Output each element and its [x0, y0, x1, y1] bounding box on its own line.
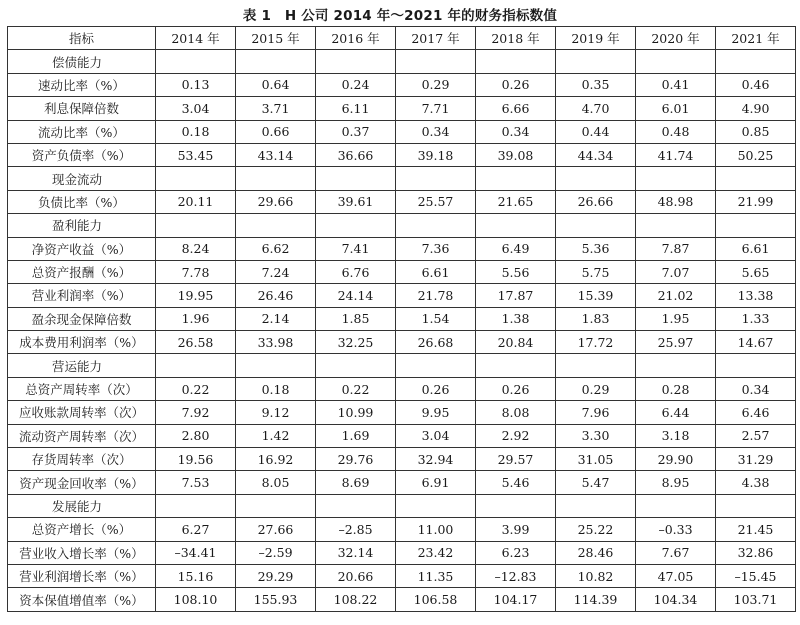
value-cell: 7.24	[236, 260, 316, 283]
value-cell: 53.45	[156, 143, 236, 166]
value-cell: 7.87	[636, 237, 716, 260]
value-cell: 8.05	[236, 471, 316, 494]
value-cell: 25.57	[396, 190, 476, 213]
section-row	[8, 354, 796, 377]
value-cell: 1.33	[716, 307, 796, 330]
value-cell: 39.61	[316, 190, 396, 213]
value-cell: 6.62	[236, 237, 316, 260]
empty-cell	[556, 214, 636, 237]
value-cell: 2.14	[236, 307, 316, 330]
value-cell: 44.34	[556, 143, 636, 166]
year-header: 2017 年	[396, 27, 476, 50]
value-cell: 0.48	[636, 120, 716, 143]
row-label: 营业利润增长率（%）	[8, 564, 156, 587]
value-cell: 108.22	[316, 588, 396, 611]
value-cell: 6.61	[716, 237, 796, 260]
empty-cell	[476, 214, 556, 237]
value-cell: 7.96	[556, 401, 636, 424]
value-cell: 32.94	[396, 448, 476, 471]
value-cell: 5.65	[716, 260, 796, 283]
value-cell: 29.90	[636, 448, 716, 471]
row-label: 营业利润率（%）	[8, 284, 156, 307]
value-cell: 8.08	[476, 401, 556, 424]
empty-cell	[236, 50, 316, 73]
empty-cell	[636, 167, 716, 190]
value-cell: 0.41	[636, 73, 716, 96]
empty-cell	[476, 354, 556, 377]
value-cell: 4.38	[716, 471, 796, 494]
value-cell: 6.46	[716, 401, 796, 424]
value-cell: 6.23	[476, 541, 556, 564]
value-cell: 0.34	[716, 377, 796, 400]
value-cell: 1.96	[156, 307, 236, 330]
value-cell: 6.49	[476, 237, 556, 260]
value-cell: 26.58	[156, 331, 236, 354]
value-cell: –15.45	[716, 564, 796, 587]
value-cell: 8.69	[316, 471, 396, 494]
value-cell: 2.57	[716, 424, 796, 447]
value-cell: 5.75	[556, 260, 636, 283]
value-cell: 19.95	[156, 284, 236, 307]
value-cell: 25.22	[556, 518, 636, 541]
value-cell: 3.18	[636, 424, 716, 447]
empty-cell	[396, 494, 476, 517]
empty-cell	[156, 354, 236, 377]
table-row	[8, 143, 796, 166]
section-row	[8, 167, 796, 190]
value-cell: 5.47	[556, 471, 636, 494]
table-row	[8, 284, 796, 307]
value-cell: 15.16	[156, 564, 236, 587]
value-cell: 108.10	[156, 588, 236, 611]
value-cell: 3.99	[476, 518, 556, 541]
empty-cell	[156, 50, 236, 73]
value-cell: 3.30	[556, 424, 636, 447]
table-row	[8, 237, 796, 260]
value-cell: 106.58	[396, 588, 476, 611]
empty-cell	[396, 354, 476, 377]
value-cell: 104.34	[636, 588, 716, 611]
section-title: 发展能力	[8, 494, 156, 517]
empty-cell	[396, 50, 476, 73]
value-cell: 21.65	[476, 190, 556, 213]
value-cell: 39.08	[476, 143, 556, 166]
value-cell: 17.87	[476, 284, 556, 307]
empty-cell	[476, 50, 556, 73]
table-row	[8, 518, 796, 541]
value-cell: 29.57	[476, 448, 556, 471]
value-cell: 0.46	[716, 73, 796, 96]
empty-cell	[556, 50, 636, 73]
value-cell: 6.61	[396, 260, 476, 283]
table-row	[8, 73, 796, 96]
value-cell: 6.27	[156, 518, 236, 541]
value-cell: 0.29	[396, 73, 476, 96]
table-row	[8, 541, 796, 564]
value-cell: 0.85	[716, 120, 796, 143]
value-cell: 1.69	[316, 424, 396, 447]
value-cell: 32.86	[716, 541, 796, 564]
value-cell: 31.29	[716, 448, 796, 471]
value-cell: 29.76	[316, 448, 396, 471]
value-cell: 2.80	[156, 424, 236, 447]
empty-cell	[316, 494, 396, 517]
value-cell: 19.56	[156, 448, 236, 471]
value-cell: 21.99	[716, 190, 796, 213]
value-cell: 17.72	[556, 331, 636, 354]
value-cell: 11.35	[396, 564, 476, 587]
row-label: 应收账款周转率（次）	[8, 401, 156, 424]
value-cell: 7.67	[636, 541, 716, 564]
row-label: 总资产周转率（次）	[8, 377, 156, 400]
row-label: 负债比率（%）	[8, 190, 156, 213]
value-cell: 14.67	[716, 331, 796, 354]
value-cell: 41.74	[636, 143, 716, 166]
value-cell: 0.22	[316, 377, 396, 400]
value-cell: 7.78	[156, 260, 236, 283]
value-cell: 32.14	[316, 541, 396, 564]
value-cell: 26.66	[556, 190, 636, 213]
value-cell: 0.64	[236, 73, 316, 96]
value-cell: 0.18	[156, 120, 236, 143]
value-cell: 1.83	[556, 307, 636, 330]
section-row	[8, 494, 796, 517]
value-cell: 8.95	[636, 471, 716, 494]
empty-cell	[716, 167, 796, 190]
table-caption: 表 1 H 公司 2014 年～2021 年的财务指标数值	[242, 8, 558, 24]
value-cell: 155.93	[236, 588, 316, 611]
value-cell: 47.05	[636, 564, 716, 587]
value-cell: 7.36	[396, 237, 476, 260]
empty-cell	[156, 167, 236, 190]
value-cell: 6.11	[316, 97, 396, 120]
value-cell: 1.42	[236, 424, 316, 447]
empty-cell	[716, 214, 796, 237]
empty-cell	[396, 167, 476, 190]
value-cell: 13.38	[716, 284, 796, 307]
year-header: 2014 年	[156, 27, 236, 50]
value-cell: 2.92	[476, 424, 556, 447]
table-row	[8, 260, 796, 283]
section-title: 盈利能力	[8, 214, 156, 237]
value-cell: 29.29	[236, 564, 316, 587]
value-cell: 25.97	[636, 331, 716, 354]
year-header: 2021 年	[716, 27, 796, 50]
table-row	[8, 564, 796, 587]
empty-cell	[556, 494, 636, 517]
value-cell: 0.34	[476, 120, 556, 143]
row-label: 流动比率（%）	[8, 120, 156, 143]
value-cell: 10.99	[316, 401, 396, 424]
value-cell: 6.76	[316, 260, 396, 283]
empty-cell	[636, 494, 716, 517]
empty-cell	[316, 214, 396, 237]
empty-cell	[636, 214, 716, 237]
value-cell: 39.18	[396, 143, 476, 166]
year-header: 2019 年	[556, 27, 636, 50]
value-cell: 0.22	[156, 377, 236, 400]
table-row	[8, 424, 796, 447]
year-header: 2016 年	[316, 27, 396, 50]
value-cell: 0.26	[396, 377, 476, 400]
empty-cell	[156, 494, 236, 517]
table-row	[8, 377, 796, 400]
value-cell: 5.56	[476, 260, 556, 283]
row-label: 资产现金回收率（%）	[8, 471, 156, 494]
value-cell: 1.85	[316, 307, 396, 330]
value-cell: –12.83	[476, 564, 556, 587]
value-cell: 8.24	[156, 237, 236, 260]
header-row	[8, 27, 796, 50]
table-row	[8, 97, 796, 120]
value-cell: 11.00	[396, 518, 476, 541]
value-cell: 33.98	[236, 331, 316, 354]
value-cell: 29.66	[236, 190, 316, 213]
table-body	[8, 50, 796, 611]
value-cell: 26.68	[396, 331, 476, 354]
value-cell: 1.95	[636, 307, 716, 330]
value-cell: 0.18	[236, 377, 316, 400]
table-row	[8, 401, 796, 424]
value-cell: 48.98	[636, 190, 716, 213]
value-cell: 0.37	[316, 120, 396, 143]
row-label: 资本保值增值率（%）	[8, 588, 156, 611]
empty-cell	[236, 167, 316, 190]
value-cell: 7.92	[156, 401, 236, 424]
value-cell: 10.82	[556, 564, 636, 587]
value-cell: 0.13	[156, 73, 236, 96]
empty-cell	[236, 354, 316, 377]
empty-cell	[636, 354, 716, 377]
value-cell: 9.12	[236, 401, 316, 424]
empty-cell	[316, 167, 396, 190]
value-cell: 1.38	[476, 307, 556, 330]
value-cell: 114.39	[556, 588, 636, 611]
value-cell: 0.66	[236, 120, 316, 143]
row-label: 存货周转率（次）	[8, 448, 156, 471]
value-cell: 0.35	[556, 73, 636, 96]
value-cell: 5.36	[556, 237, 636, 260]
row-label: 总资产报酬（%）	[8, 260, 156, 283]
row-label: 利息保障倍数	[8, 97, 156, 120]
table-row	[8, 331, 796, 354]
value-cell: 4.90	[716, 97, 796, 120]
value-cell: 0.24	[316, 73, 396, 96]
empty-cell	[316, 354, 396, 377]
section-row	[8, 50, 796, 73]
table-row	[8, 120, 796, 143]
section-title: 偿债能力	[8, 50, 156, 73]
value-cell: 3.04	[156, 97, 236, 120]
value-cell: 43.14	[236, 143, 316, 166]
value-cell: 16.92	[236, 448, 316, 471]
table-row	[8, 471, 796, 494]
row-label: 成本费用利润率（%）	[8, 331, 156, 354]
value-cell: 0.29	[556, 377, 636, 400]
year-header: 2015 年	[236, 27, 316, 50]
financial-indicators-table	[7, 26, 796, 612]
row-label: 营业收入增长率（%）	[8, 541, 156, 564]
value-cell: 6.91	[396, 471, 476, 494]
value-cell: 6.01	[636, 97, 716, 120]
row-label: 总资产增长（%）	[8, 518, 156, 541]
value-cell: 104.17	[476, 588, 556, 611]
value-cell: 0.26	[476, 377, 556, 400]
empty-cell	[316, 50, 396, 73]
value-cell: 7.71	[396, 97, 476, 120]
empty-cell	[236, 494, 316, 517]
value-cell: 0.28	[636, 377, 716, 400]
empty-cell	[556, 167, 636, 190]
value-cell: –34.41	[156, 541, 236, 564]
empty-cell	[636, 50, 716, 73]
table-row	[8, 307, 796, 330]
value-cell: 26.46	[236, 284, 316, 307]
empty-cell	[716, 50, 796, 73]
value-cell: 21.02	[636, 284, 716, 307]
empty-cell	[716, 494, 796, 517]
value-cell: 15.39	[556, 284, 636, 307]
value-cell: 3.71	[236, 97, 316, 120]
value-cell: 20.84	[476, 331, 556, 354]
table-row	[8, 448, 796, 471]
value-cell: 50.25	[716, 143, 796, 166]
row-label: 净资产收益（%）	[8, 237, 156, 260]
value-cell: –2.85	[316, 518, 396, 541]
value-cell: 0.44	[556, 120, 636, 143]
row-label: 盈余现金保障倍数	[8, 307, 156, 330]
value-cell: 21.78	[396, 284, 476, 307]
value-cell: 32.25	[316, 331, 396, 354]
year-header: 2018 年	[476, 27, 556, 50]
row-label: 流动资产周转率（次）	[8, 424, 156, 447]
value-cell: 5.46	[476, 471, 556, 494]
empty-cell	[236, 214, 316, 237]
section-row	[8, 214, 796, 237]
value-cell: 3.04	[396, 424, 476, 447]
indicator-header: 指标	[8, 27, 156, 50]
value-cell: 6.44	[636, 401, 716, 424]
value-cell: 1.54	[396, 307, 476, 330]
value-cell: –0.33	[636, 518, 716, 541]
section-title: 现金流动	[8, 167, 156, 190]
table-row	[8, 190, 796, 213]
value-cell: 31.05	[556, 448, 636, 471]
value-cell: 0.26	[476, 73, 556, 96]
empty-cell	[156, 214, 236, 237]
value-cell: 6.66	[476, 97, 556, 120]
value-cell: 21.45	[716, 518, 796, 541]
value-cell: 7.07	[636, 260, 716, 283]
value-cell: –2.59	[236, 541, 316, 564]
section-title: 营运能力	[8, 354, 156, 377]
value-cell: 27.66	[236, 518, 316, 541]
row-label: 资产负债率（%）	[8, 143, 156, 166]
value-cell: 28.46	[556, 541, 636, 564]
empty-cell	[476, 494, 556, 517]
empty-cell	[716, 354, 796, 377]
value-cell: 0.34	[396, 120, 476, 143]
value-cell: 7.53	[156, 471, 236, 494]
value-cell: 7.41	[316, 237, 396, 260]
value-cell: 4.70	[556, 97, 636, 120]
table-row	[8, 588, 796, 611]
value-cell: 103.71	[716, 588, 796, 611]
row-label: 速动比率（%）	[8, 73, 156, 96]
value-cell: 20.66	[316, 564, 396, 587]
value-cell: 9.95	[396, 401, 476, 424]
empty-cell	[396, 214, 476, 237]
year-header: 2020 年	[636, 27, 716, 50]
value-cell: 20.11	[156, 190, 236, 213]
empty-cell	[476, 167, 556, 190]
value-cell: 36.66	[316, 143, 396, 166]
value-cell: 24.14	[316, 284, 396, 307]
value-cell: 23.42	[396, 541, 476, 564]
empty-cell	[556, 354, 636, 377]
